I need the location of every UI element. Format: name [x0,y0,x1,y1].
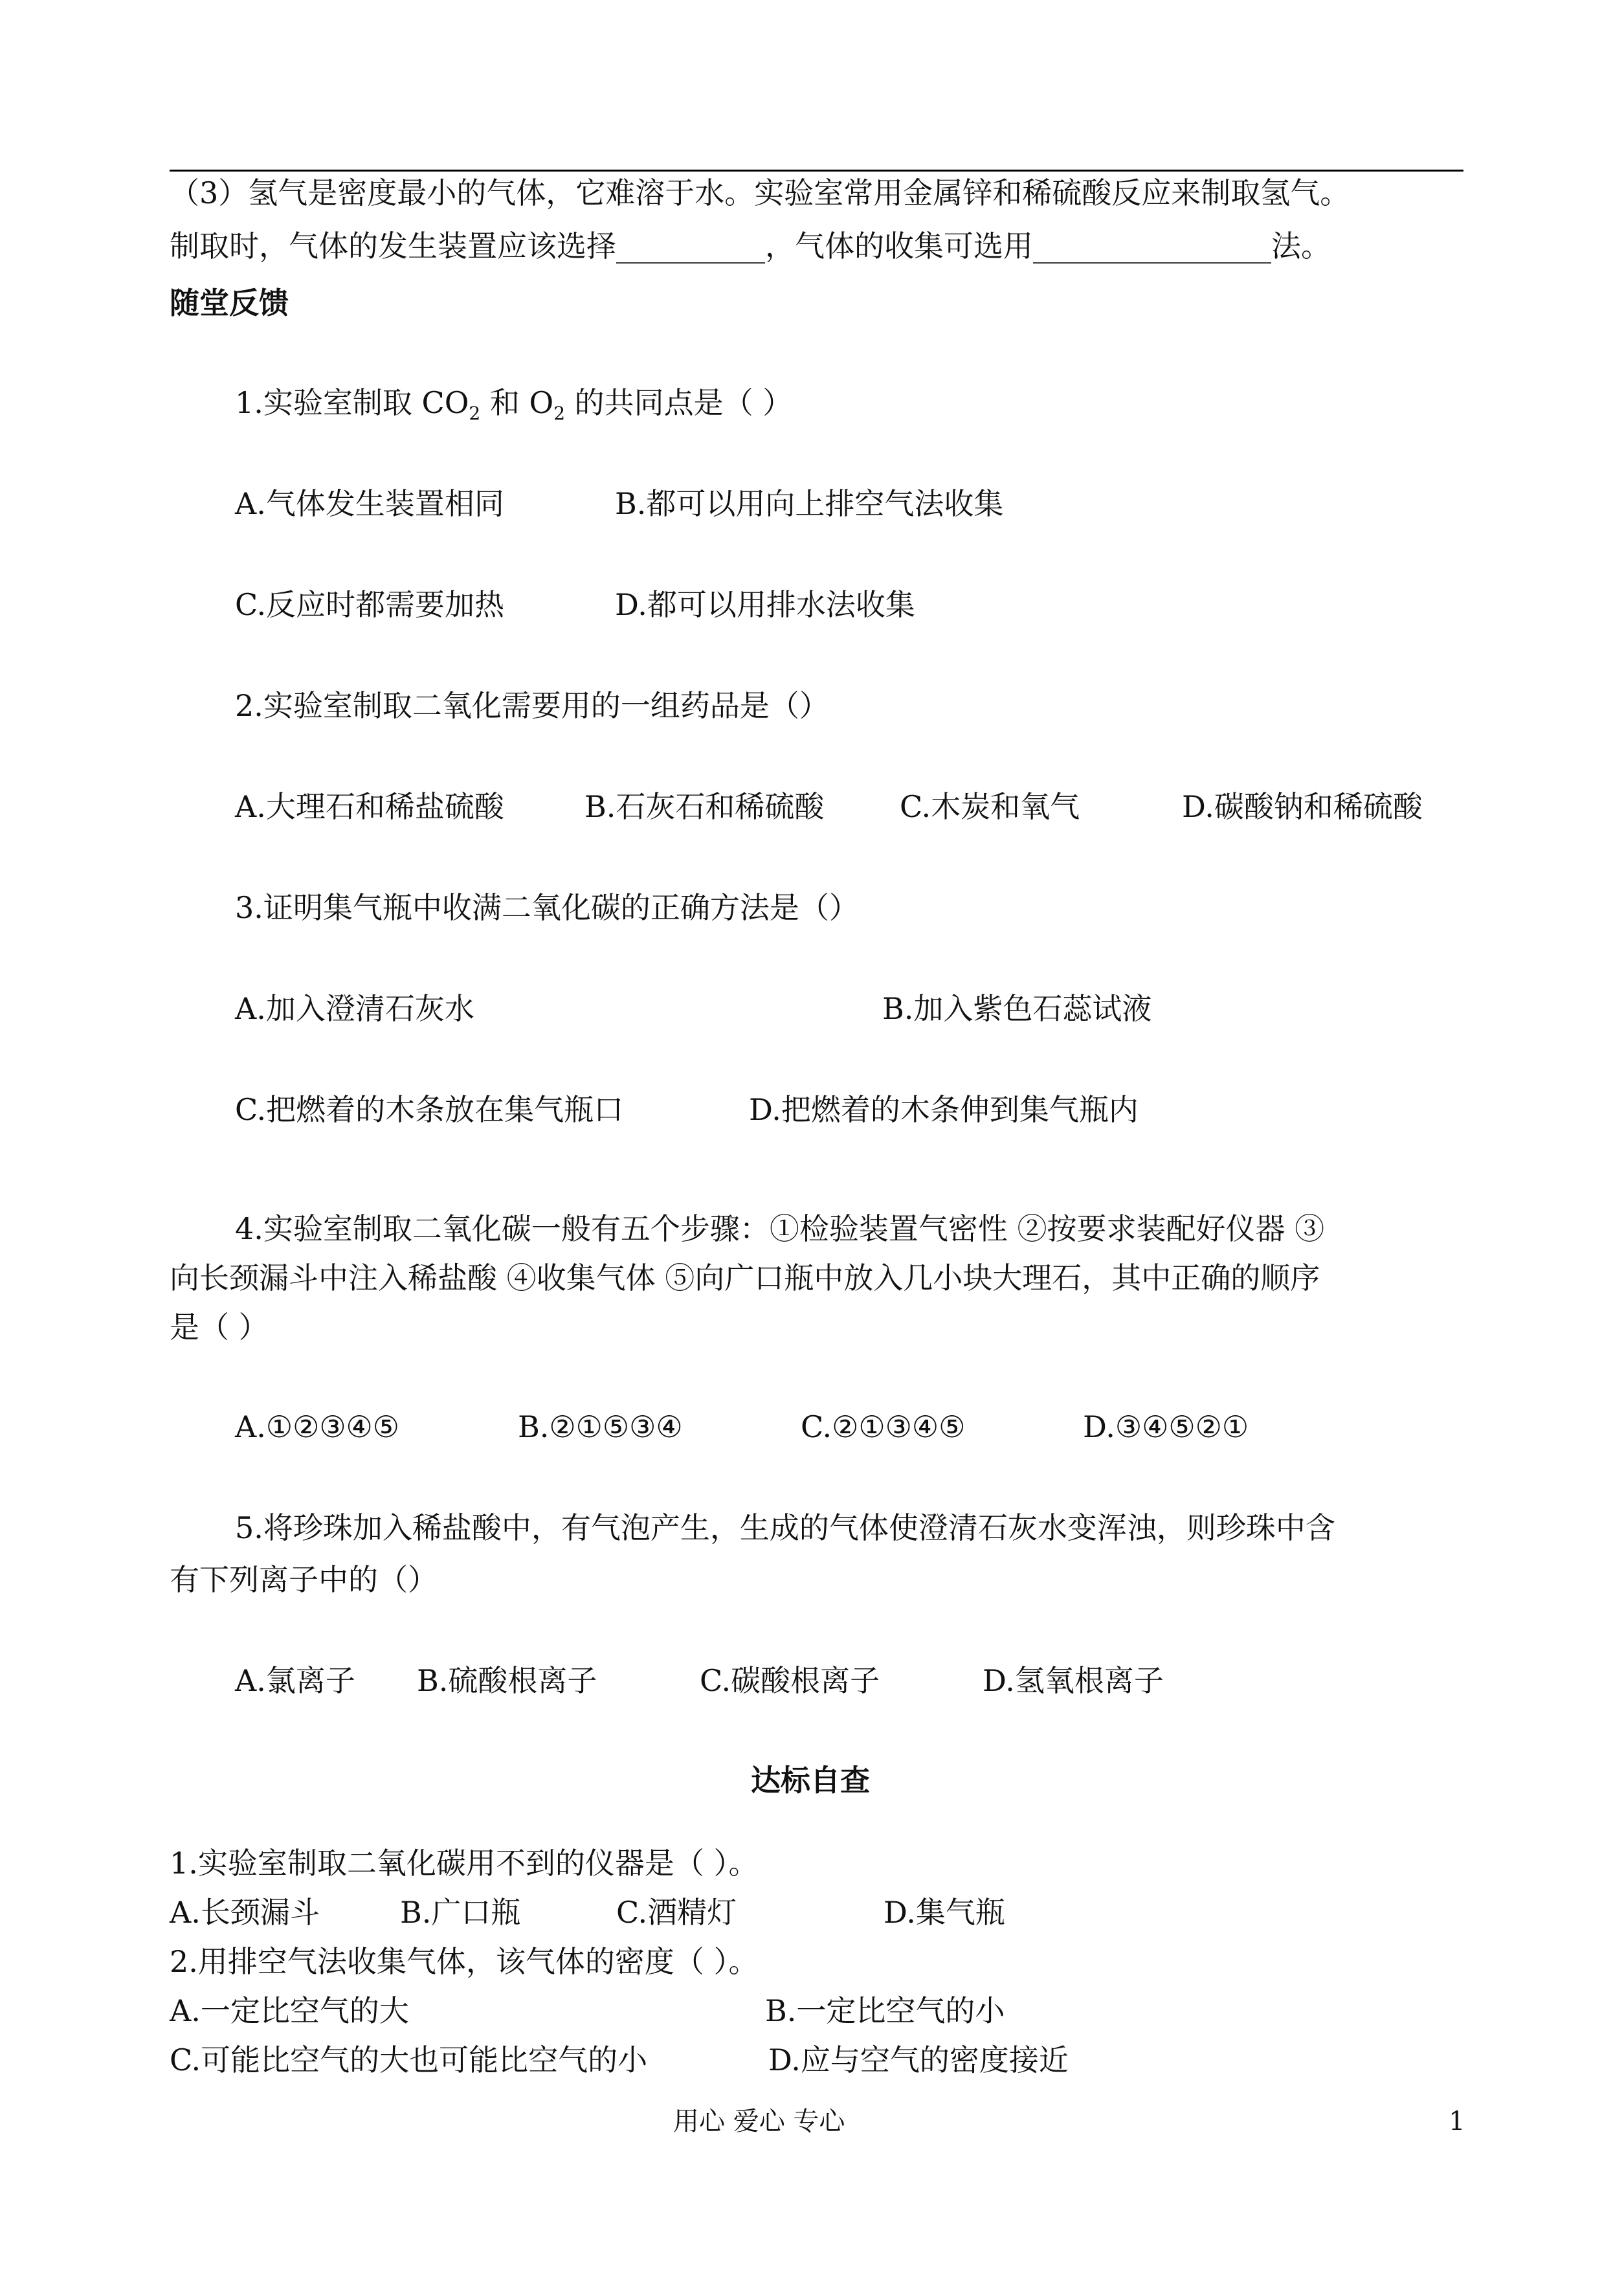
q3-option-c: C.把燃着的木条放在集气瓶口 [235,1092,624,1127]
sc-q2-option-a: A.一定比空气的大 [170,1993,409,2028]
page-number: 1 [1449,2107,1465,2136]
feedback-q5-stem-line-2: 有下列离子中的（） [170,1562,438,1597]
self-check-heading: 达标自查 [751,1763,870,1798]
feedback-q4-stem-line-3: 是（ ） [170,1310,269,1345]
q5-option-d: D.氢氧根离子 [983,1663,1164,1698]
q1-stem-mid: 和 O [480,385,554,420]
q2-option-d: D.碳酸钠和稀硫酸 [1182,789,1423,824]
q1-stem-sub1: 2 [469,403,481,425]
q5-option-c: C.碳酸根离子 [700,1663,880,1698]
q1-stem-suffix: 的共同点是（ ） [565,385,793,420]
q1-stem-sub2: 2 [553,403,566,425]
q4-option-c: C.②①③④⑤ [801,1409,966,1444]
feedback-q3-stem: 3.证明集气瓶中收满二氧化碳的正确方法是（） [235,890,859,925]
q1-stem-prefix: 1.实验室制取 CO [235,385,469,420]
q3-option-a: A.加入澄清石灰水 [235,991,474,1026]
q5-option-a: A.氯离子 [235,1663,355,1698]
q1-option-c: C.反应时都需要加热 [235,587,505,622]
feedback-q1-stem [235,383,793,425]
sc-q2-option-c: C.可能比空气的大也可能比空气的小 [170,2042,648,2077]
self-check-q2-stem: 2.用排空气法收集气体，该气体的密度（ ）。 [170,1944,759,1979]
feedback-q4-stem-line-2: 向长颈漏斗中注入稀盐酸 ④收集气体 ⑤向广口瓶中放入几小块大理石，其中正确的顺序 [170,1260,1320,1295]
header-rule [170,170,1463,172]
footer-slogan: 用心 爱心 专心 [673,2107,845,2136]
self-check-q1-stem: 1.实验室制取二氧化碳用不到的仪器是（ ）。 [170,1846,759,1881]
q1-option-a: A.气体发生装置相同 [235,486,504,521]
feedback-heading: 随堂反馈 [170,285,289,320]
q1-option-b: B.都可以用向上排空气法收集 [615,486,1004,521]
q2-option-c: C.木炭和氧气 [900,789,1080,824]
q3-hydrogen-line-1: （3）氢气是密度最小的气体，它难溶于水。实验室常用金属锌和稀硫酸反应来制取氢气。 [170,175,1350,210]
feedback-q4-stem-line-1: 4.实验室制取二氧化碳一般有五个步骤：①检验装置气密性 ②按要求装配好仪器 ③ [235,1211,1325,1246]
q2-option-b: B.石灰石和稀硫酸 [584,789,825,824]
sc-q1-option-d: D.集气瓶 [884,1895,1005,1930]
q3-option-d: D.把燃着的木条伸到集气瓶内 [749,1092,1139,1127]
q4-option-d: D.③④⑤②① [1083,1409,1249,1444]
feedback-q2-stem: 2.实验室制取二氧化需要用的一组药品是（） [235,688,829,723]
q1-option-d: D.都可以用排水法收集 [615,587,915,622]
sc-q1-option-b: B.广口瓶 [400,1895,521,1930]
sc-q2-option-b: B.一定比空气的小 [765,1993,1005,2028]
sc-q1-option-c: C.酒精灯 [616,1895,737,1930]
q4-option-a: A.①②③④⑤ [235,1409,400,1444]
sc-q1-option-a: A.长颈漏斗 [170,1895,320,1930]
q3-option-b: B.加入紫色石蕊试液 [882,991,1152,1026]
q2-option-a: A.大理石和稀盐硫酸 [235,789,504,824]
q3-hydrogen-line-2: 制取时，气体的发生装置应该选择__________，气体的收集可选用________________法。 [170,229,1331,263]
q4-option-b: B.②①⑤③④ [518,1409,683,1444]
q5-option-b: B.硫酸根离子 [417,1663,597,1698]
sc-q2-option-d: D.应与空气的密度接近 [768,2042,1069,2077]
feedback-q5-stem-line-1: 5.将珍珠加入稀盐酸中，有气泡产生，生成的气体使澄清石灰水变浑浊，则珍珠中含 [235,1510,1335,1545]
